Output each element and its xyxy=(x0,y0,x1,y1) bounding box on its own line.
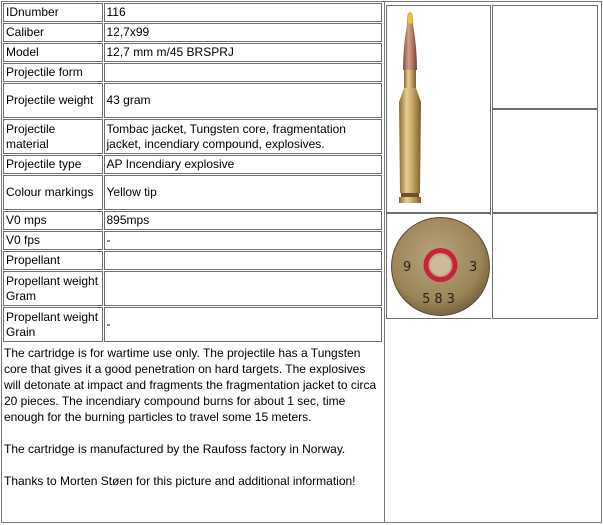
table-row xyxy=(3,43,382,62)
spec-label: V0 mps xyxy=(3,211,103,230)
spec-value xyxy=(104,63,383,82)
headstamp-right: 3 xyxy=(469,260,478,275)
table-row xyxy=(3,307,382,342)
spec-label: Propellant xyxy=(3,251,103,270)
case-body xyxy=(399,102,421,193)
headstamp-bottom: 583 xyxy=(422,292,459,307)
spec-label: Colour markings xyxy=(3,175,103,210)
column-divider xyxy=(384,1,385,523)
table-row xyxy=(3,271,382,306)
spec-section xyxy=(2,2,384,343)
table-row xyxy=(3,211,382,230)
description xyxy=(4,345,384,489)
table-row xyxy=(3,23,382,42)
table-row xyxy=(3,155,382,174)
spec-label: Projectile form xyxy=(3,63,103,82)
spec-table xyxy=(2,2,383,343)
description-paragraph: The cartridge is for wartime use only. The projectile has a Tungsten core that gives it a good penetration on hard targets. The explosives will detonate at impact and fragments the fragmentation jacket to circa 20 pieces. The incendiary compound burns for about 1 sec, time enough for the burning particles to travel some 15 meters. xyxy=(4,346,377,424)
bullet-ogive xyxy=(403,24,417,70)
empty-photo-cell xyxy=(492,5,598,109)
table-row xyxy=(3,63,382,82)
table-row xyxy=(3,175,382,210)
spec-label: Propellant weight Gram xyxy=(3,271,103,306)
spec-label: Projectile weight xyxy=(3,83,103,118)
spec-value: 43 gram xyxy=(104,83,383,118)
cartridge-illustration xyxy=(389,8,432,211)
spec-label: V0 fps xyxy=(3,231,103,250)
spec-label: Projectile material xyxy=(3,119,103,154)
table-row xyxy=(3,3,382,22)
spec-label: Caliber xyxy=(3,23,103,42)
case-rim xyxy=(399,197,421,203)
description-paragraph: Thanks to Morten Støen for this picture and additional information! xyxy=(4,474,356,488)
primer xyxy=(431,255,451,275)
spec-value: 12,7 mm m/45 BRSPRJ xyxy=(104,43,383,62)
cartridge-photo xyxy=(389,8,432,211)
description-paragraph: The cartridge is manufactured by the Raufoss factory in Norway. xyxy=(4,442,346,456)
table-row xyxy=(3,119,382,154)
spec-value xyxy=(104,251,383,270)
bullet-tip xyxy=(407,13,413,25)
case-neck xyxy=(404,70,416,88)
spec-label: IDnumber xyxy=(3,3,103,22)
case-extractor-groove xyxy=(401,193,419,197)
spec-label: Model xyxy=(3,43,103,62)
empty-photo-cell xyxy=(492,213,598,319)
spec-value: Yellow tip xyxy=(104,175,383,210)
spec-value: 116 xyxy=(104,3,383,22)
empty-photo-cell xyxy=(492,109,598,213)
table-row xyxy=(3,83,382,118)
headstamp-left: 9 xyxy=(403,260,412,275)
spec-value: Tombac jacket, Tungsten core, fragmentation jacket, incendiary compound, explosives. xyxy=(104,119,383,154)
spec-value: 895mps xyxy=(104,211,383,230)
spec-label: Projectile type xyxy=(3,155,103,174)
spec-value: - xyxy=(104,231,383,250)
headstamp-illustration xyxy=(389,215,492,318)
spec-value: - xyxy=(104,307,383,342)
table-row xyxy=(3,231,382,250)
spec-value: AP Incendiary explosive xyxy=(104,155,383,174)
case-shoulder xyxy=(399,88,421,102)
headstamp-photo xyxy=(389,215,492,318)
spec-label: Propellant weight Grain xyxy=(3,307,103,342)
spec-value xyxy=(104,271,383,306)
table-row xyxy=(3,251,382,270)
spec-value: 12,7x99 xyxy=(104,23,383,42)
